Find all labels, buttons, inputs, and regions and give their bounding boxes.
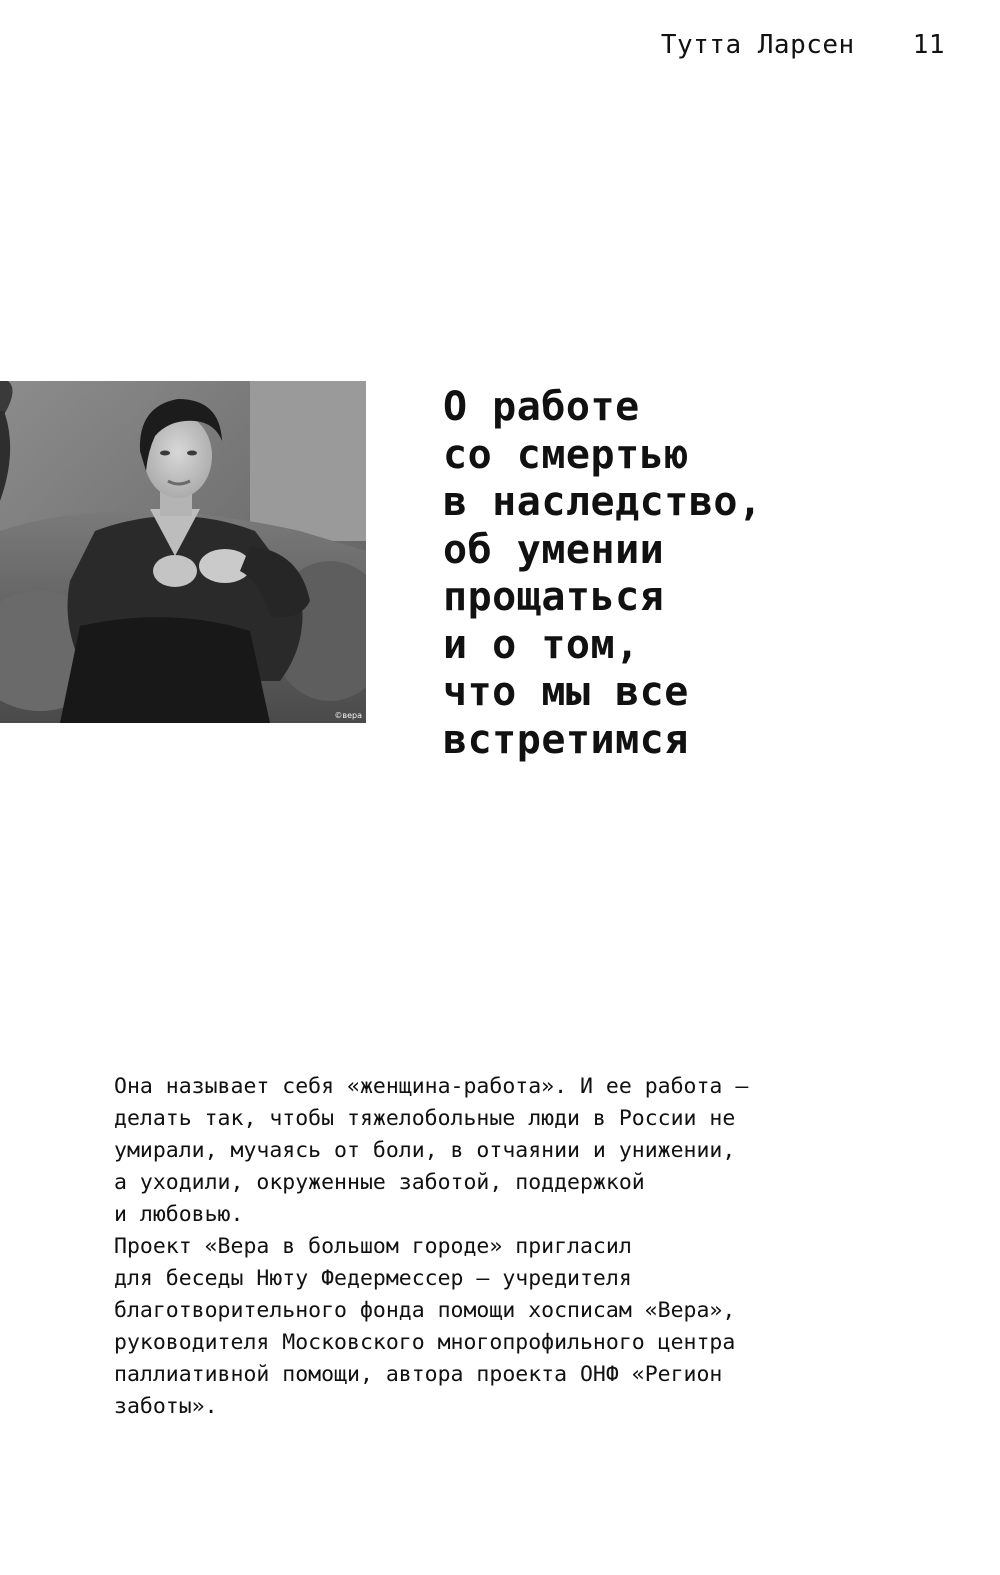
headline-line: в наследство, <box>443 479 763 525</box>
headline-line: со смертью <box>443 431 689 478</box>
lead-line: благотворительного фонда помощи хосписам «Вера», <box>114 1298 736 1323</box>
headline-line: и о том, <box>443 621 640 668</box>
page-number: 11 <box>912 30 945 60</box>
running-header <box>661 30 945 60</box>
lead-line: Она называет себя «женщина-работа». И ее работа — <box>114 1074 749 1099</box>
headline-line: О работе <box>443 384 640 430</box>
lead-line: руководителя Московского многопрофильного центра <box>114 1330 736 1355</box>
lead-line: для беседы Нюту Федермессер — учредителя <box>114 1266 632 1291</box>
lead-line: делать так, чтобы тяжелобольные люди в России не <box>114 1106 736 1131</box>
headline-line: встретимся <box>443 716 689 763</box>
lead-line: заботы». <box>114 1394 218 1419</box>
headline-line: что мы все <box>443 669 689 715</box>
lead-line: и любовью. <box>114 1202 244 1227</box>
lead-line: умирали, мучаясь от боли, в отчаянии и унижении, <box>114 1138 736 1163</box>
lead-line: а уходили, окруженные заботой, поддержкой <box>114 1170 645 1195</box>
headline-line: об умении <box>443 526 665 573</box>
interview-photo <box>0 381 366 723</box>
article-headline <box>443 384 963 764</box>
photo-credit: ©вера <box>334 711 362 720</box>
lead-line: паллиативной помощи, автора проекта ОНФ «Регион <box>114 1362 723 1387</box>
headline-line: прощаться <box>443 574 665 620</box>
lead-paragraph <box>114 1071 874 1423</box>
header-author: Тутта Ларсен <box>660 30 855 60</box>
lead-line: Проект «Вера в большом городе» пригласил <box>114 1234 632 1259</box>
